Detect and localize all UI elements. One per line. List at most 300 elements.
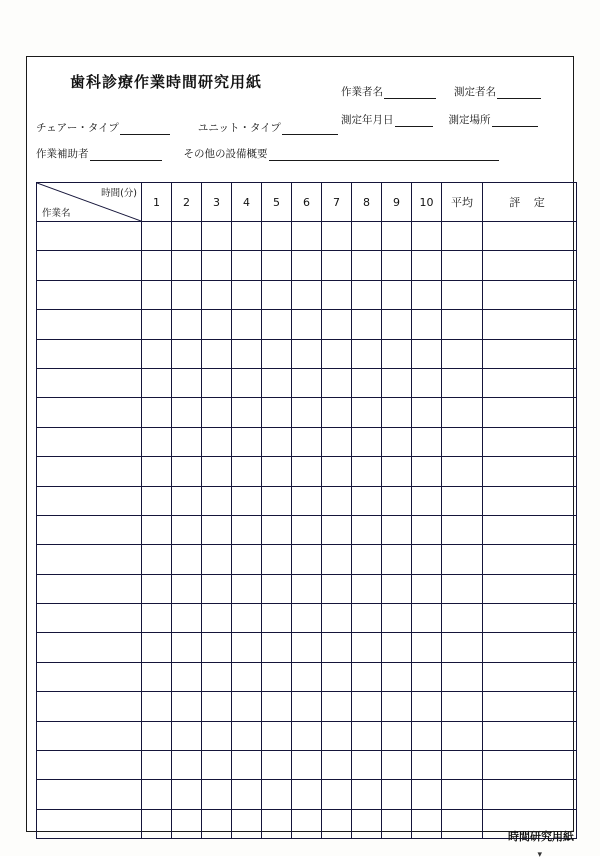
table-body — [37, 222, 577, 839]
cell-measurement[interactable] — [202, 780, 232, 809]
cell-measurement[interactable] — [322, 545, 352, 574]
table-row — [37, 780, 577, 809]
cell-measurement[interactable] — [412, 692, 442, 721]
cell-measurement[interactable] — [172, 662, 202, 691]
cell-measurement[interactable] — [412, 809, 442, 838]
cell-evaluation[interactable] — [483, 368, 577, 397]
cell-task-name[interactable] — [37, 427, 142, 456]
cell-measurement[interactable] — [322, 721, 352, 750]
cell-measurement[interactable] — [382, 368, 412, 397]
cell-measurement[interactable] — [292, 457, 322, 486]
cell-measurement[interactable] — [202, 604, 232, 633]
cell-measurement[interactable] — [202, 574, 232, 603]
field-operator-name-input[interactable] — [384, 87, 436, 99]
cell-measurement[interactable] — [352, 251, 382, 280]
cell-measurement[interactable] — [292, 251, 322, 280]
cell-measurement[interactable] — [352, 780, 382, 809]
cell-measurement[interactable] — [172, 809, 202, 838]
table-row — [37, 398, 577, 427]
cell-average[interactable] — [442, 515, 483, 544]
cell-measurement[interactable] — [172, 457, 202, 486]
cell-measurement[interactable] — [232, 662, 262, 691]
cell-measurement[interactable] — [382, 486, 412, 515]
cell-measurement[interactable] — [232, 545, 262, 574]
cell-measurement[interactable] — [292, 427, 322, 456]
cell-task-name[interactable] — [37, 751, 142, 780]
cell-measurement[interactable] — [382, 427, 412, 456]
cell-measurement[interactable] — [352, 809, 382, 838]
cell-measurement[interactable] — [352, 515, 382, 544]
cell-measurement[interactable] — [382, 251, 412, 280]
cell-average[interactable] — [442, 398, 483, 427]
cell-measurement[interactable] — [322, 574, 352, 603]
cell-measurement[interactable] — [172, 545, 202, 574]
cell-evaluation[interactable] — [483, 486, 577, 515]
cell-measurement[interactable] — [352, 574, 382, 603]
cell-task-name[interactable] — [37, 398, 142, 427]
cell-measurement[interactable] — [292, 780, 322, 809]
cell-task-name[interactable] — [37, 310, 142, 339]
cell-evaluation[interactable] — [483, 662, 577, 691]
cell-evaluation[interactable] — [483, 604, 577, 633]
cell-task-name[interactable] — [37, 222, 142, 251]
cell-task-name[interactable] — [37, 280, 142, 309]
cell-task-name[interactable] — [37, 574, 142, 603]
cell-measurement[interactable] — [292, 604, 322, 633]
cell-measurement[interactable] — [292, 515, 322, 544]
cell-measurement[interactable] — [322, 251, 352, 280]
cell-measurement[interactable] — [382, 662, 412, 691]
cell-measurement[interactable] — [232, 457, 262, 486]
cell-measurement[interactable] — [412, 310, 442, 339]
cell-average[interactable] — [442, 662, 483, 691]
cell-measurement[interactable] — [322, 280, 352, 309]
cell-task-name[interactable] — [37, 604, 142, 633]
cell-measurement[interactable] — [412, 721, 442, 750]
cell-evaluation[interactable] — [483, 574, 577, 603]
cell-measurement[interactable] — [172, 280, 202, 309]
cell-measurement[interactable] — [352, 398, 382, 427]
cell-measurement[interactable] — [172, 780, 202, 809]
cell-measurement[interactable] — [412, 515, 442, 544]
field-equipment-overview[interactable] — [184, 146, 499, 161]
cell-evaluation[interactable] — [483, 633, 577, 662]
cell-measurement[interactable] — [262, 280, 292, 309]
cell-measurement[interactable] — [322, 310, 352, 339]
cell-measurement[interactable] — [352, 339, 382, 368]
cell-measurement[interactable] — [382, 809, 412, 838]
cell-measurement[interactable] — [262, 486, 292, 515]
cell-measurement[interactable] — [262, 251, 292, 280]
cell-average[interactable] — [442, 368, 483, 397]
cell-measurement[interactable] — [382, 222, 412, 251]
cell-task-name[interactable] — [37, 457, 142, 486]
cell-measurement[interactable] — [322, 398, 352, 427]
cell-task-name[interactable] — [37, 809, 142, 838]
cell-task-name[interactable] — [37, 515, 142, 544]
cell-measurement[interactable] — [202, 633, 232, 662]
cell-measurement[interactable] — [352, 457, 382, 486]
cell-measurement[interactable] — [382, 457, 412, 486]
cell-measurement[interactable] — [232, 310, 262, 339]
cell-measurement[interactable] — [262, 604, 292, 633]
cell-measurement[interactable] — [232, 692, 262, 721]
cell-measurement[interactable] — [142, 486, 172, 515]
cell-measurement[interactable] — [142, 310, 172, 339]
cell-measurement[interactable] — [202, 545, 232, 574]
cell-average[interactable] — [442, 427, 483, 456]
cell-measurement[interactable] — [232, 809, 262, 838]
cell-measurement[interactable] — [262, 751, 292, 780]
field-unit-type[interactable] — [198, 120, 338, 135]
cell-measurement[interactable] — [202, 457, 232, 486]
cell-measurement[interactable] — [172, 515, 202, 544]
cell-measurement[interactable] — [142, 633, 172, 662]
cell-measurement[interactable] — [322, 222, 352, 251]
cell-measurement[interactable] — [352, 662, 382, 691]
cell-measurement[interactable] — [292, 486, 322, 515]
cell-measurement[interactable] — [202, 515, 232, 544]
cell-measurement[interactable] — [232, 398, 262, 427]
cell-measurement[interactable] — [352, 310, 382, 339]
cell-task-name[interactable] — [37, 486, 142, 515]
cell-measurement[interactable] — [322, 780, 352, 809]
cell-task-name[interactable] — [37, 545, 142, 574]
cell-measurement[interactable] — [412, 368, 442, 397]
header-time-label: 時間(分) — [101, 188, 137, 199]
cell-evaluation[interactable] — [483, 545, 577, 574]
cell-average[interactable] — [442, 457, 483, 486]
cell-average[interactable] — [442, 486, 483, 515]
cell-evaluation[interactable] — [483, 457, 577, 486]
cell-measurement[interactable] — [172, 398, 202, 427]
cell-measurement[interactable] — [232, 751, 262, 780]
cell-evaluation[interactable] — [483, 780, 577, 809]
cell-measurement[interactable] — [172, 251, 202, 280]
cell-measurement[interactable] — [412, 545, 442, 574]
table-row — [37, 368, 577, 397]
cell-measurement[interactable] — [382, 721, 412, 750]
cell-measurement[interactable] — [352, 721, 382, 750]
cell-measurement[interactable] — [322, 486, 352, 515]
cell-measurement[interactable] — [262, 457, 292, 486]
field-chair-type-input[interactable] — [120, 123, 170, 135]
cell-measurement[interactable] — [352, 633, 382, 662]
field-chair-type[interactable] — [36, 120, 170, 135]
cell-measurement[interactable] — [382, 545, 412, 574]
cell-evaluation[interactable] — [483, 721, 577, 750]
table-row — [37, 662, 577, 691]
cell-measurement[interactable] — [202, 692, 232, 721]
cell-measurement[interactable] — [382, 310, 412, 339]
cell-measurement[interactable] — [232, 368, 262, 397]
cell-evaluation[interactable] — [483, 339, 577, 368]
header-col-average: 平均 — [442, 183, 483, 222]
cell-measurement[interactable] — [232, 604, 262, 633]
cell-measurement[interactable] — [262, 545, 292, 574]
cell-measurement[interactable] — [382, 633, 412, 662]
cell-measurement[interactable] — [172, 222, 202, 251]
cell-measurement[interactable] — [232, 633, 262, 662]
cell-measurement[interactable] — [322, 692, 352, 721]
cell-measurement[interactable] — [262, 662, 292, 691]
cell-measurement[interactable] — [382, 574, 412, 603]
cell-measurement[interactable] — [382, 751, 412, 780]
cell-measurement[interactable] — [172, 633, 202, 662]
cell-measurement[interactable] — [412, 251, 442, 280]
cell-measurement[interactable] — [172, 310, 202, 339]
cell-measurement[interactable] — [202, 427, 232, 456]
cell-measurement[interactable] — [172, 751, 202, 780]
cell-measurement[interactable] — [412, 662, 442, 691]
cell-measurement[interactable] — [292, 633, 322, 662]
cell-measurement[interactable] — [142, 280, 172, 309]
cell-measurement[interactable] — [352, 692, 382, 721]
cell-measurement[interactable] — [262, 721, 292, 750]
cell-measurement[interactable] — [412, 222, 442, 251]
cell-evaluation[interactable] — [483, 310, 577, 339]
cell-measurement[interactable] — [262, 692, 292, 721]
cell-evaluation[interactable] — [483, 692, 577, 721]
cell-measurement[interactable] — [232, 574, 262, 603]
cell-measurement[interactable] — [412, 633, 442, 662]
cell-measurement[interactable] — [412, 780, 442, 809]
cell-evaluation[interactable] — [483, 398, 577, 427]
cell-measurement[interactable] — [262, 574, 292, 603]
cell-measurement[interactable] — [142, 515, 172, 544]
cell-measurement[interactable] — [292, 368, 322, 397]
cell-measurement[interactable] — [142, 368, 172, 397]
cell-measurement[interactable] — [322, 604, 352, 633]
header-fields-left — [36, 120, 499, 172]
cell-measurement[interactable] — [322, 515, 352, 544]
cell-average[interactable] — [442, 280, 483, 309]
cell-evaluation[interactable] — [483, 751, 577, 780]
cell-evaluation[interactable] — [483, 515, 577, 544]
cell-measurement[interactable] — [232, 251, 262, 280]
cell-measurement[interactable] — [142, 721, 172, 750]
cell-average[interactable] — [442, 222, 483, 251]
field-measurer-name-input[interactable] — [497, 87, 541, 99]
cell-measurement[interactable] — [412, 751, 442, 780]
cell-measurement[interactable] — [262, 515, 292, 544]
cell-measurement[interactable] — [142, 780, 172, 809]
cell-measurement[interactable] — [232, 515, 262, 544]
cell-measurement[interactable] — [142, 662, 172, 691]
cell-measurement[interactable] — [202, 809, 232, 838]
cell-average[interactable] — [442, 574, 483, 603]
cell-measurement[interactable] — [412, 457, 442, 486]
cell-measurement[interactable] — [322, 809, 352, 838]
cell-average[interactable] — [442, 692, 483, 721]
cell-measurement[interactable] — [352, 427, 382, 456]
cell-measurement[interactable] — [172, 339, 202, 368]
cell-measurement[interactable] — [142, 692, 172, 721]
cell-task-name[interactable] — [37, 721, 142, 750]
cell-measurement[interactable] — [322, 457, 352, 486]
cell-measurement[interactable] — [202, 368, 232, 397]
cell-measurement[interactable] — [292, 222, 322, 251]
cell-task-name[interactable] — [37, 692, 142, 721]
cell-average[interactable] — [442, 633, 483, 662]
cell-measurement[interactable] — [292, 398, 322, 427]
cell-measurement[interactable] — [382, 280, 412, 309]
field-measurer-name[interactable] — [454, 84, 541, 99]
cell-measurement[interactable] — [142, 457, 172, 486]
cell-measurement[interactable] — [262, 368, 292, 397]
field-unit-type-input[interactable] — [282, 123, 338, 135]
cell-measurement[interactable] — [202, 222, 232, 251]
cell-measurement[interactable] — [352, 486, 382, 515]
cell-measurement[interactable] — [142, 251, 172, 280]
cell-measurement[interactable] — [202, 339, 232, 368]
cell-measurement[interactable] — [292, 751, 322, 780]
cell-measurement[interactable] — [322, 633, 352, 662]
cell-average[interactable] — [442, 604, 483, 633]
field-assistant[interactable] — [36, 146, 162, 161]
cell-measurement[interactable] — [352, 545, 382, 574]
cell-measurement[interactable] — [322, 662, 352, 691]
cell-measurement[interactable] — [352, 368, 382, 397]
cell-measurement[interactable] — [412, 604, 442, 633]
table-row — [37, 427, 577, 456]
cell-measurement[interactable] — [232, 339, 262, 368]
cell-measurement[interactable] — [292, 545, 322, 574]
footer-label: 時間研究用紙 — [508, 830, 574, 843]
cell-task-name[interactable] — [37, 662, 142, 691]
cell-measurement[interactable] — [202, 251, 232, 280]
cell-measurement[interactable] — [262, 398, 292, 427]
cell-average[interactable] — [442, 339, 483, 368]
cell-evaluation[interactable] — [483, 251, 577, 280]
cell-measurement[interactable] — [352, 222, 382, 251]
table-row — [37, 751, 577, 780]
field-operator-name[interactable] — [341, 84, 436, 99]
cell-measurement[interactable] — [202, 751, 232, 780]
cell-evaluation[interactable] — [483, 427, 577, 456]
cell-measurement[interactable] — [292, 574, 322, 603]
cell-measurement[interactable] — [352, 751, 382, 780]
table-row — [37, 310, 577, 339]
cell-measurement[interactable] — [412, 280, 442, 309]
cell-measurement[interactable] — [202, 721, 232, 750]
cell-measurement[interactable] — [292, 721, 322, 750]
cell-measurement[interactable] — [262, 310, 292, 339]
cell-average[interactable] — [442, 721, 483, 750]
header-col-7: 7 — [322, 183, 352, 222]
cell-measurement[interactable] — [382, 780, 412, 809]
cell-average[interactable] — [442, 751, 483, 780]
cell-measurement[interactable] — [172, 692, 202, 721]
header-col-4: 4 — [232, 183, 262, 222]
cell-task-name[interactable] — [37, 633, 142, 662]
cell-measurement[interactable] — [172, 604, 202, 633]
cell-measurement[interactable] — [292, 339, 322, 368]
cell-measurement[interactable] — [142, 604, 172, 633]
cell-measurement[interactable] — [202, 310, 232, 339]
cell-measurement[interactable] — [382, 398, 412, 427]
cell-measurement[interactable] — [292, 662, 322, 691]
cell-measurement[interactable] — [232, 280, 262, 309]
cell-measurement[interactable] — [232, 721, 262, 750]
cell-measurement[interactable] — [202, 486, 232, 515]
cell-average[interactable] — [442, 780, 483, 809]
cell-measurement[interactable] — [292, 310, 322, 339]
cell-task-name[interactable] — [37, 251, 142, 280]
cell-measurement[interactable] — [382, 515, 412, 544]
cell-measurement[interactable] — [412, 486, 442, 515]
cell-measurement[interactable] — [262, 809, 292, 838]
cell-measurement[interactable] — [292, 809, 322, 838]
cell-measurement[interactable] — [232, 427, 262, 456]
cell-measurement[interactable] — [172, 427, 202, 456]
cell-measurement[interactable] — [172, 721, 202, 750]
cell-measurement[interactable] — [412, 427, 442, 456]
table-header-row — [37, 183, 577, 222]
cell-measurement[interactable] — [262, 780, 292, 809]
cell-measurement[interactable] — [142, 339, 172, 368]
cell-measurement[interactable] — [262, 427, 292, 456]
cell-average[interactable] — [442, 310, 483, 339]
cell-task-name[interactable] — [37, 780, 142, 809]
cell-task-name[interactable] — [37, 368, 142, 397]
cell-task-name[interactable] — [37, 339, 142, 368]
cell-measurement[interactable] — [382, 692, 412, 721]
field-equipment-overview-input[interactable] — [269, 149, 499, 161]
cell-measurement[interactable] — [202, 662, 232, 691]
cell-measurement[interactable] — [232, 486, 262, 515]
field-assistant-input[interactable] — [90, 149, 162, 161]
cell-measurement[interactable] — [412, 574, 442, 603]
cell-measurement[interactable] — [172, 486, 202, 515]
cell-evaluation[interactable] — [483, 280, 577, 309]
cell-average[interactable] — [442, 251, 483, 280]
cell-measurement[interactable] — [322, 427, 352, 456]
cell-measurement[interactable] — [382, 339, 412, 368]
cell-measurement[interactable] — [262, 339, 292, 368]
cell-average[interactable] — [442, 809, 483, 838]
cell-measurement[interactable] — [382, 604, 412, 633]
cell-measurement[interactable] — [232, 780, 262, 809]
cell-measurement[interactable] — [322, 751, 352, 780]
cell-measurement[interactable] — [292, 280, 322, 309]
cell-measurement[interactable] — [322, 339, 352, 368]
cell-measurement[interactable] — [142, 545, 172, 574]
cell-measurement[interactable] — [262, 222, 292, 251]
cell-evaluation[interactable] — [483, 222, 577, 251]
cell-measurement[interactable] — [172, 368, 202, 397]
cell-measurement[interactable] — [412, 339, 442, 368]
cell-measurement[interactable] — [142, 427, 172, 456]
cell-measurement[interactable] — [232, 222, 262, 251]
cell-measurement[interactable] — [202, 280, 232, 309]
cell-measurement[interactable] — [142, 809, 172, 838]
cell-average[interactable] — [442, 545, 483, 574]
cell-measurement[interactable] — [142, 574, 172, 603]
cell-measurement[interactable] — [292, 692, 322, 721]
cell-measurement[interactable] — [412, 398, 442, 427]
header-row-types — [36, 120, 499, 135]
cell-measurement[interactable] — [142, 751, 172, 780]
cell-measurement[interactable] — [322, 368, 352, 397]
cell-measurement[interactable] — [352, 280, 382, 309]
cell-measurement[interactable] — [202, 398, 232, 427]
cell-measurement[interactable] — [142, 222, 172, 251]
cell-measurement[interactable] — [352, 604, 382, 633]
cell-measurement[interactable] — [142, 398, 172, 427]
cell-measurement[interactable] — [172, 574, 202, 603]
cell-measurement[interactable] — [262, 633, 292, 662]
